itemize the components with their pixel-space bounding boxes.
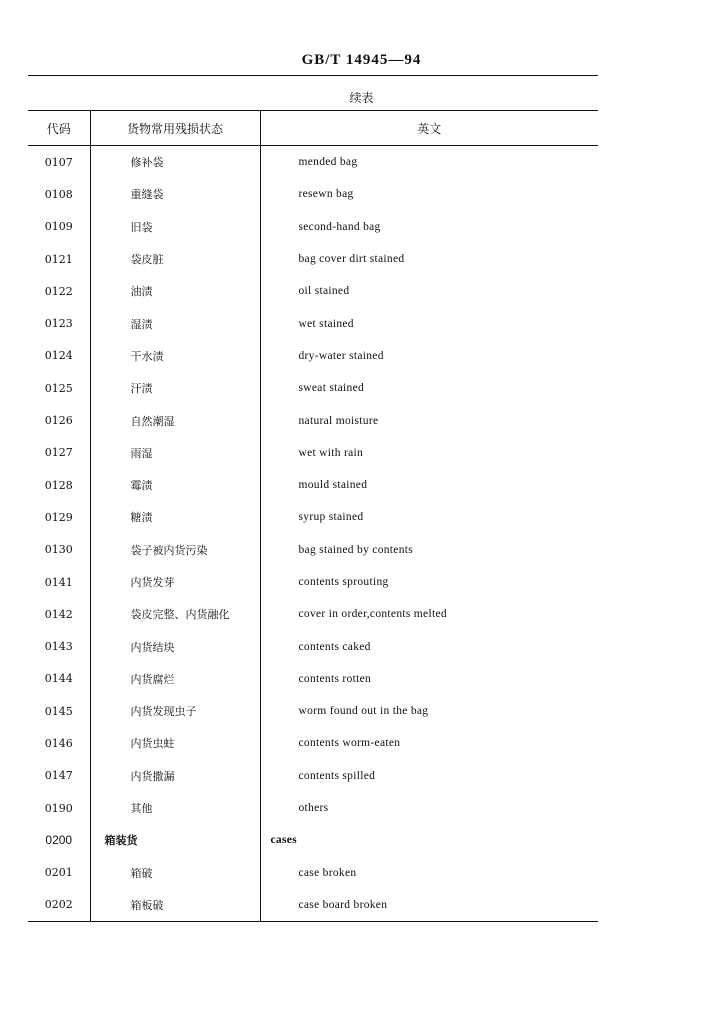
row-condition: 箱板破 — [90, 889, 260, 922]
row-code: 0128 — [28, 469, 90, 501]
table-row — [28, 243, 598, 275]
table-row — [28, 146, 598, 179]
row-english: bag stained by contents — [298, 543, 414, 556]
row-english: contents spilled — [298, 769, 376, 782]
row-condition: 糖渍 — [90, 501, 260, 533]
row-english: wet stained — [298, 317, 354, 330]
table-row — [28, 663, 598, 695]
row-condition: 其他 — [90, 792, 260, 824]
row-english: case board broken — [260, 889, 598, 922]
row-english: contents worm-eaten — [298, 737, 401, 750]
row-english: contents rotten — [298, 672, 372, 685]
row-condition: 箱破 — [90, 857, 260, 889]
header-condition: 货物常用残损状态 — [90, 111, 260, 146]
header-code: 代码 — [28, 111, 90, 146]
row-english: dry-water stained — [298, 349, 384, 362]
row-condition: 内货结块 — [90, 630, 260, 662]
row-english: mould stained — [298, 479, 368, 492]
row-english: sweat stained — [298, 382, 365, 395]
row-code: 0143 — [28, 630, 90, 662]
row-english: natural moisture — [298, 414, 379, 427]
table-header-row — [28, 111, 598, 146]
row-code: 0202 — [28, 889, 90, 922]
row-english: wet with rain — [298, 446, 364, 459]
row-condition: 袋皮脏 — [90, 243, 260, 275]
row-code: 0107 — [28, 146, 90, 179]
row-code: 0142 — [28, 598, 90, 630]
row-code: 0124 — [28, 340, 90, 372]
row-code: 0146 — [28, 727, 90, 759]
header-rule — [28, 75, 598, 76]
row-condition: 修补袋 — [90, 146, 260, 179]
table-row — [28, 534, 598, 566]
row-code: 0145 — [28, 695, 90, 727]
row-condition: 内货腐烂 — [90, 663, 260, 695]
row-english: cover in order,contents melted — [298, 608, 447, 621]
table-row — [28, 178, 598, 210]
row-english: second-hand bag — [298, 220, 381, 233]
row-english: resewn bag — [298, 188, 354, 201]
row-code: 0144 — [28, 663, 90, 695]
damage-code-table — [28, 110, 598, 922]
row-condition: 箱装货 — [90, 824, 260, 856]
table-row — [28, 211, 598, 243]
row-condition: 干水渍 — [90, 340, 260, 372]
row-code: 0201 — [28, 857, 90, 889]
row-code: 0108 — [28, 178, 90, 210]
row-condition: 内货虫蛀 — [90, 727, 260, 759]
row-condition: 袋子被内货污染 — [90, 534, 260, 566]
table-row — [28, 437, 598, 469]
table-row — [28, 792, 598, 824]
row-english: bag cover dirt stained — [298, 253, 405, 266]
table-row — [28, 501, 598, 533]
table-row — [28, 566, 598, 598]
row-code: 0141 — [28, 566, 90, 598]
row-condition: 湿渍 — [90, 307, 260, 339]
table-row — [28, 630, 598, 662]
row-code: 0122 — [28, 275, 90, 307]
row-condition: 汗渍 — [90, 372, 260, 404]
row-english: worm found out in the bag — [298, 705, 429, 718]
row-code: 0200 — [28, 824, 90, 856]
row-english: oil stained — [298, 285, 350, 298]
row-condition: 内货发现虫子 — [90, 695, 260, 727]
table-row — [28, 307, 598, 339]
table-row — [28, 275, 598, 307]
row-code: 0121 — [28, 243, 90, 275]
table-row — [28, 598, 598, 630]
row-code: 0126 — [28, 404, 90, 436]
row-code: 0125 — [28, 372, 90, 404]
row-condition: 重缝袋 — [90, 178, 260, 210]
row-code: 0190 — [28, 792, 90, 824]
row-condition: 内货撒漏 — [90, 760, 260, 792]
row-english: contents caked — [298, 640, 371, 653]
row-code: 0109 — [28, 211, 90, 243]
header-english: 英文 — [260, 111, 598, 146]
table-row — [28, 889, 598, 922]
row-code: 0127 — [28, 437, 90, 469]
table-row — [28, 727, 598, 759]
row-english: mended bag — [298, 156, 358, 169]
table-row — [28, 404, 598, 436]
table-row — [28, 760, 598, 792]
row-condition: 雨湿 — [90, 437, 260, 469]
row-english: syrup stained — [298, 511, 364, 524]
row-condition: 旧袋 — [90, 211, 260, 243]
row-code: 0130 — [28, 534, 90, 566]
continuation-label: 续表 — [349, 91, 374, 105]
row-code: 0147 — [28, 760, 90, 792]
table-row — [28, 469, 598, 501]
row-english: case broken — [298, 866, 357, 879]
row-english: cases — [270, 834, 297, 847]
row-english: others — [298, 802, 329, 815]
table-row — [28, 857, 598, 889]
table-row — [28, 340, 598, 372]
row-code: 0129 — [28, 501, 90, 533]
table-row — [28, 824, 598, 856]
row-condition: 内货发芽 — [90, 566, 260, 598]
table-row — [28, 695, 598, 727]
row-condition: 油渍 — [90, 275, 260, 307]
table-row — [28, 372, 598, 404]
row-condition: 自然潮湿 — [90, 404, 260, 436]
row-condition: 霉渍 — [90, 469, 260, 501]
row-english: contents sprouting — [298, 576, 389, 588]
row-condition: 袋皮完整、内货融化 — [90, 598, 260, 630]
row-code: 0123 — [28, 307, 90, 339]
standard-number: GB/T 14945—94 — [301, 52, 422, 68]
